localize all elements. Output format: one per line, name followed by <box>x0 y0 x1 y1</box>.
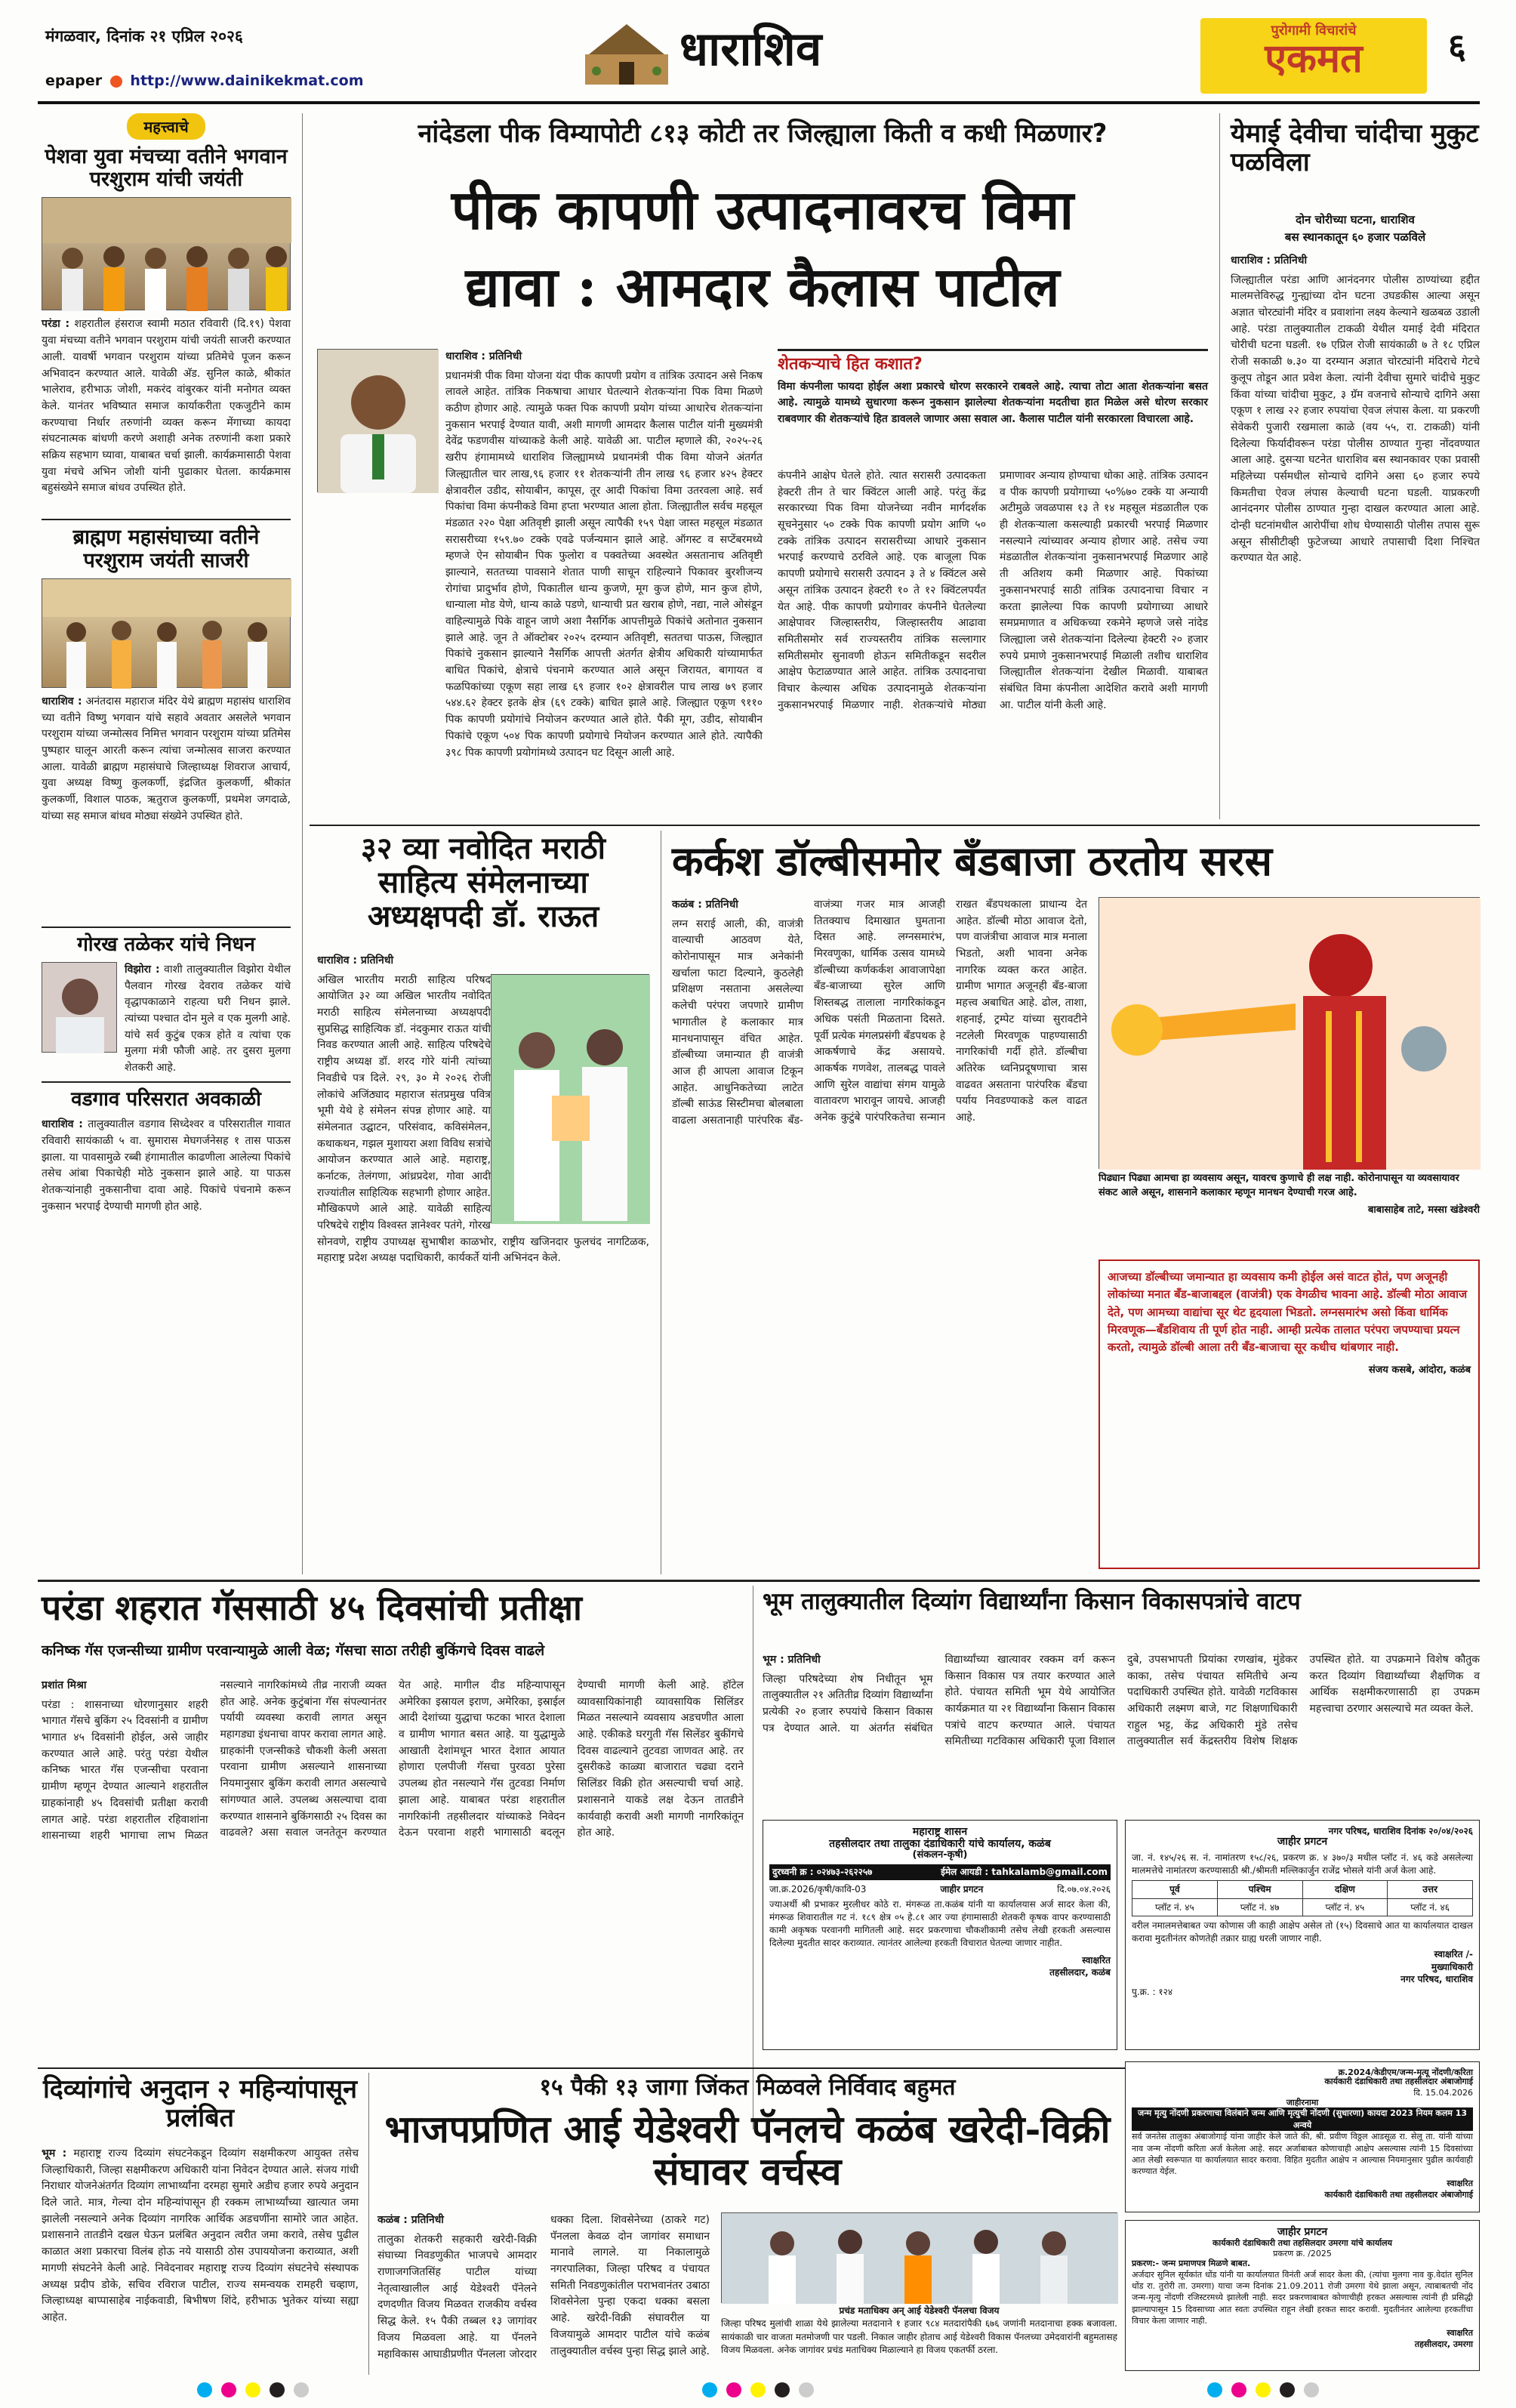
epaper-icon <box>110 76 122 88</box>
gas-byline: प्रशांत मिश्रा <box>42 1679 87 1691</box>
lit-headline: ३२ व्या नवोदित मराठी साहित्य संमेलनाच्या अध्यक्षपदी डॉ. राऊत <box>360 831 606 934</box>
notice-umarga-heading: जाहीर प्रगटन <box>1277 2226 1328 2238</box>
sidebar-story2-dateline: धाराशिव : <box>42 695 82 708</box>
band-photo <box>1098 897 1480 1169</box>
divyang-body-text: जिल्हा परिषदेच्या शेष निधीतून भूम तालुक्यातील २१ अतितीव्र दिव्यांग विद्यार्थ्यांना प्रत्येकी २० हजार रुपयांचे किसान विकास पत्र देण्यात आले. या अंतर्गत संबंधित विद्यार्थ्यांच्या खात्यावर रक्कम वर्ग करून किसान विकास पत्र तयार करण्यात आले होते. पंचायत समिती भूम येथे आयोजित कार्यक्रमात या २१ विद्यार्थ्यांना किसान विकास पत्रांचे वाटप करण्यात आले. पंचायत समितीच्या गटविकास अधिकारी पूजा विशाल दुबे, उपसभापती प्रियांका रणखांब, मुंडेकर काका, तसेच पंचायत समितीचे अन्य पदाधिकारी उपस्थित होते. यावेळी गटविकास अधिकारी लक्ष्मण बाजे, गट शिक्षणाधिकारी राहुल भट्ट, केंद्र अधिकारी मुंडे तसेच तालुक्यातील सर्व केंद्रस्तरीय विशेष शिक्षक उपस्थित होते. या उपक्रमाने विशेष कौतुक करत दिव्यांग विद्यार्थ्यांच्या शैक्षणिक व आर्थिक सक्षमीकरणासाठी हा उपक्रम महत्त्वाचा ठरणार असल्याचे मत व्यक्त केले. <box>763 1654 1480 1748</box>
registration-group-left <box>193 2382 313 2400</box>
row1-rule <box>310 825 1480 826</box>
notice-birth-signoff: स्वाक्षरित <box>1447 2178 1473 2188</box>
obituary-photo <box>42 962 117 1053</box>
notice-birth-title: क्र.2024/केडीएम/जन्म-मृत्यू नोंदणी/करिता <box>1338 2067 1473 2077</box>
sidebar-story3-dateline: विझोरा : <box>125 964 160 976</box>
boundary-header: दक्षिण <box>1302 1880 1388 1898</box>
notice-birth-signoff-title: कार्यकारी दंडाधिकारी तथा तहसीलदार अंबाजोगाई <box>1324 2190 1473 2200</box>
lead-body-wrap <box>317 349 763 817</box>
notice-tahsil-signoff: स्वाक्षरित <box>1082 1954 1111 1966</box>
notice-birth-heading: जाहीरनामा <box>1286 2098 1319 2108</box>
swatch-cyan <box>197 2382 212 2397</box>
notice-umarga-signoff: स्वाक्षरित <box>1447 2327 1473 2338</box>
band-byline: कळंब : प्रतिनिधी <box>672 899 738 911</box>
epaper-url[interactable]: http://www.dainikekmat.com <box>130 72 364 89</box>
right-byline: धाराशिव : प्रतिनिधी <box>1231 254 1308 267</box>
sidebar-story2-headline: ब्राह्मण महासंघाच्या वतीने परशुराम जयंती साजरी <box>72 526 260 572</box>
masthead <box>0 0 1516 106</box>
notice-tahsil-title: महाराष्ट्र शासन <box>912 1826 968 1838</box>
band-caption-text: पिढ्यान पिढ्या आमचा हा व्यवसाय असून, यावरच कुणाचे ही लक्ष नाही. कोरोनापासून या व्यवसायावर संकट आले असून, शासनाने कलाकार म्हणून मानधन देण्याची गरज आहे. <box>1098 1173 1459 1198</box>
lead-box-title: शेतकऱ्याचे हित कशात? <box>778 355 923 374</box>
epaper-line[interactable] <box>45 72 468 89</box>
sidebar-divider <box>302 113 303 1574</box>
divyang-body <box>763 1652 1480 1814</box>
date-line: मंगळवार, दिनांक २१ एप्रिल २०२६ <box>45 27 243 45</box>
swatch-grey <box>799 2382 814 2397</box>
notice-nagar-heading: जाहीर प्रगटन <box>1277 1836 1328 1848</box>
lead-body-right: कंपनीने आक्षेप घेतले होते. त्यात सरासरी उत्पादकता हेक्टरी तीन ते चार क्विंटल आली आहे. परंतु केंद्र सरकारच्या पिक विमा योजनेच्या नवीन मार्गदर्शक सूचनेनुसार ५० टक्के पिक कापणी प्रयोग आणि ५० टक्के तांत्रिक उत्पादन सरासरीच्या आधारे नुकसान भरपाई करण्याचे ठरविले आहे. एक बाजूला पिक कापणी प्रयोगाचे सरासरी उत्पादन ३ ते ४ क्विंटल असे असून तांत्रिक उत्पादन हेक्टरी १० ते १२ क्विंटलपर्यंत येत आहे. पीक कापणी प्रयोगावर कंपनीने घेतलेल्या आक्षेपावर जिल्हास्तरीय, जिल्हास्तरीय आढावा समितीसमोर सर्व राज्यस्तरीय तांत्रिक सल्लागार समितीसमोर सुनावणी होऊन समितीकडून सदरील आक्षेप फेटाळण्यात आले आहेत. तांत्रिक उत्पादनाचा विचार केल्यास अधिक उत्पादनामुळे शेतकऱ्यांना नुकसानभरपाई मिळणार नाही. शेतकऱ्यांचे मोठ्या प्रमाणावर अन्याय होण्याचा धोका आहे. तांत्रिक उत्पादन व पीक कापणी प्रयोगाच्या ५०%७० टक्के या अन्यायी अटीमुळे जवळपास १३ ते १४ महसूल मंडळातील एक ही शेतकऱ्याला कसल्याही प्रकारची भरपाई मिळणार नसल्याने त्यांच्यावर अन्याय होणार आहे. तसेच ज्या मंडळातील शेतकऱ्यांना नुकसानभरपाई मिळणार आहे ती अतिशय कमी मिळणार आहे. पिकांच्या नुकसानभरपाई साठी तांत्रिक उत्पादनाचा विचार न करता झालेल्या पिक कापणी प्रयोगाच्या आधारे समप्रमाणात व अधिकच्या रकमेने म्हणजे जसे नांदेड जिल्ह्याला जसे शेतकऱ्यांना दिलेल्या हेक्टरी २० हजार रुपये प्रमाणे नुकसानभरपाई मिळाली तशीच धाराशिव जिल्ह्यातील शेतकऱ्यांना देखील मिळावी. याबाबत संबंधित विमा कंपनीला आदेशित करावे अशी मागणी आ. पाटील यांनी केली आहे. <box>778 470 1208 711</box>
band-photo-caption <box>1098 1172 1480 1255</box>
band-headline: कर्कश डॉल्बीसमोर बँडबाजा ठरतोय सरस <box>672 837 1273 885</box>
grant-body <box>42 2146 359 2373</box>
lead-box <box>778 349 1208 462</box>
boundary-header: पूर्व <box>1132 1880 1218 1898</box>
grant-byline: भूम : <box>42 2147 67 2160</box>
right-body-text: जिल्ह्यातील परंडा आणि आनंदनगर पोलीस ठाण्यांच्या हद्दीत मालमत्तेविरुद्ध गुन्ह्यांच्या दोन घटना उघडकीस आल्या असून अज्ञात चोरट्यांनी मंदिर व प्रवाशांना लक्ष्य केल्याने खळबळ उडाली आहे. परंडा तालुक्यातील टाकळी येथील यमाई देवी मंदिरात चोरीची घटना घडली. १७ एप्रिल रोजी सायंकाळी ७ ते १८ एप्रिल रोजी सकाळी ७.३० या दरम्यान अज्ञात चोरट्यांनी मंदिराचे गेटचे कुलूप तोडून आत प्रवेश केला. त्यांनी देवीचा सुमारे चांदीचे मुकुट किंवा यांच्या चांदीचा मुकुट, ३ ग्रॅम वजनाचे सोन्याचे दागिने असा एकूण १ लाख २२ हजार रुपयांचा ऐवज लंपास केला. या प्रकरणी सेवेकरी पुजारी रखमाला काळे (वय ५५, रा. टाकळी) यांनी दिलेल्या फिर्यादीवरून परंडा पोलीस ठाण्यात गुन्हा नोंदवण्यात आला आहे. दुसऱ्या घटनेत धाराशिव बस स्थानकावर एका प्रवासी महिलेच्या पर्समधील सोन्याचे दागिने असा ६० हजार रुपये किमतीचा ऐवज लंपास केल्याची घटना घडली. याप्रकरणी आनंदनगर पोलीस ठाण्यात गुन्हा दाखल करण्यात आला आहे. दोन्ही घटनांमधील आरोपींचा शोध घेण्यासाठी पोलीस तपास सुरू असून सीसीटीव्ही फुटेजच्या आधारे तपासाची दिशा निश्चित करण्यात येत आहे. <box>1231 273 1480 565</box>
section-title: धाराशिव <box>679 21 822 76</box>
swatch-magenta <box>1231 2382 1246 2397</box>
sidebar-story1-text: शहरातील हंसराज स्वामी मठात रविवारी (दि.१९) पेशवा युवा मंचच्या वतीने भगवान परशुराम यांची जयंती साजरी करण्यात आली. यावर्षी भगवान परशुराम यांच्या प्रतिमेचे पूजन करून अभिवादन करण्यात आले. यावेळी अ‍ॅड. सुनिल काळे, श्रीकांत भालेराव, हरीभाऊ जोशी, मकरंद वांबुरकर यांनी मनोगत व्यक्त केले. यानंतर भविष्यात समाज कार्याकरीता एकजुटीने काम करण्याचा निर्धार तरुणांनी व्यक्त करून मेंगाच्या कायदा संघटनात्मक बांधणी करणे अशाही अनेक तरुणांनी कशा प्रकारे सक्रिय सहभाग घ्यावा, याबाबत चर्चा झाली. कार्यक्रमासाठी पेशवा युवा मंचचे अभिन जोशी यांनी पुढाकार घेतला. कार्यक्रमास बहुसंख्येने समाज बांधव उपस्थित होते. <box>42 318 291 495</box>
sidebar-story1-headline: पेशवा युवा मंचच्या वतीने भगवान परशुराम यांची जयंती <box>45 145 288 192</box>
lead-kicker: नांदेडला पीक विम्यापोटी ८१३ कोटी तर जिल्ह्याला किती व कधी मिळणार? <box>418 119 1108 149</box>
felicitation-photo-icon <box>491 975 650 1224</box>
notice-tahsil-ref: जा.क्र.2026/कृषी/कावि-03 <box>769 1883 867 1895</box>
boundary-cell: प्लॉट नं. ४७ <box>1217 1898 1302 1916</box>
lead-body-text: प्रधानमंत्री पीक विमा योजना यंदा पीक कापणी प्रयोग व तांत्रिक उत्पादन असे निकष लावले आहेत. तांत्रिक निकषाचा आधार घेतल्याने शेतकऱ्यांना पिक विमा मिळणे कठीण होणार आहे. त्यामुळे फक्त पिक कापणी प्रयोग यांच्या आधारेच शेतकऱ्यांना नुकसान भरपाई देण्यात यावी, अशी मागणी आमदार कैलास पाटील यांनी मुख्यमंत्री देवेंद्र फडणवीस यांच्याकडे केली आहे. यावेळी आ. पाटील म्हणाले की, २०२५-२६ खरीप हंगामामध्ये धाराशिव जिल्ह्यामध्ये प्रधानमंत्री पीक विमा योजने अंतर्गत जिल्ह्यातील चार लाख,९६ हजार ११ शेतकऱ्यांनी तीन लाख ९६ हजार ४२५ हेक्टर क्षेत्रावरील उडीद, सोयाबीन, कापूस, तूर आदी पिकांचा विमा उतरवला आहे. सर्व पिकांचा विमा कंपनीकडे विमा हप्ता भरण्यात आला होता. जिल्ह्यातील सर्वच महसूल मंडळात २२० पेक्षा अतिवृष्टी झाली असून त्यापैकी १५९ पेक्षा जास्त महसूल मंडळात सरासरीच्या १५९.७० टक्के एवढे पर्जन्यमान झाले आहे. ऑगस्ट व सप्टेंबरमध्ये म्हणजे ऐन सोयाबीन पिक फुलोरा व पक्वतेच्या अवस्थेत असतानाच अतिवृष्टी झाल्याने, सततच्या पावसाने शेतात पाणी साचून राहिल्याने पिकावर बुरशीजन्य रोगांचा प्रादुर्भाव होणे, पिकातील धान्य कुजणे, मूग कुज होणे, मान कुज होणे, धान्याला मोड येणे, धान्य काळे पडणे, धान्याची प्रत खराब होणे, नद्या, नाले ओसंडून वाहिल्यामुळे पिके वाहून जाणे अशा नैसर्गिक आपत्तीमुळे पिकांचे अतोनात नुकसान झाले आहे. जून ते ऑक्टोबर २०२५ दरम्यान अतिवृष्टी, सततचा पाऊस, जिल्ह्यात पिकांचे नुकसान झाल्याने नैसर्गिक आपत्ती अंतर्गत क्षेत्रीय अधिकारी यांच्यामार्फत बाधित पिकांचे, क्षेत्राचे पंचनामे करण्यात आले असून जिरायत, बागायत व फळपिकांच्या एकूण सहा लाख ६९ हजार १०२ क्षेत्रावरील पाच लाख ७९ हजार ५४४.६२ हेक्टर इतके क्षेत्र (६९ टक्के) बाधित झाले आहे. जिल्ह्यात एकूण ९११० पिक कापणी प्रयोगांचे नियोजन करण्यात आले होते. पैकी मूग, उडीद, सोयाबीन पिकांचे एकूण ५०४ पिक कापणी प्रयोगाचे नियोजन करण्यात आले होते. त्यापैकी ३९८ पिक कापणी प्रयोगांमध्ये उत्पादन घट दिसून आली आहे. <box>445 369 763 759</box>
grant-headline: दिव्यांगांचे अनुदान २ महिन्यांपासून प्रलंबित <box>42 2074 358 2134</box>
swatch-magenta <box>726 2382 741 2397</box>
group-photo-icon <box>42 198 291 311</box>
lead-headline-2: द्यावा : आमदार कैलास पाटील <box>465 254 1060 319</box>
notice-nagar-title: नगर परिषद, धाराशिव दिनांक २०/०४/२०२६ <box>1328 1826 1473 1836</box>
sidebar-story3-text: वाशी तालुक्यातील विझोरा येथील पैलवान गोरख देवराव तळेकर यांचे वृद्धापकाळाने राहत्या घरी निधन झाले. त्यांच्या पश्चात दोन मुले व एक मुलगी आहे. यांचे सर्व कुटुंब एकत्र होते व त्यांचा एक मुलगा मंत्री फौजी आहे. तर दुसरा मुलगा शेतकरी आहे. <box>125 964 291 1075</box>
band-body <box>672 897 1087 1569</box>
lead-divider <box>1219 113 1220 819</box>
notice-tahsil-signoff-title: तहसीलदार, कळंब <box>1049 1967 1111 1978</box>
notice-birth-heading2: जन्म मृत्यु नोंदणी प्रकरणाचा विलंबाने जन्म आणि मृत्युची नोंदणी (सुधारणा) कायदा 2023 नियम कलम 13 अन्वये <box>1132 2107 1473 2131</box>
registration-group-right <box>1203 2382 1323 2400</box>
right-headline: येमाई देवीचा चांदीचा मुकुट पळविला <box>1231 119 1479 178</box>
band-quote-credit: संजय कसबे, आंदोरा, कळंब <box>1368 1364 1471 1377</box>
swatch-grey <box>294 2382 309 2397</box>
swatch-black <box>775 2382 790 2397</box>
notice-nagar-body: जा. नं. १४५/२६ स. नं. नामांतरण १५८/२६, प्रकरण क्र. ४ ३७०/३ मधील प्लॉट नं. ४६ कडे असलेल्या मालमत्तेचे नामांतरण करण्यासाठी श्री./श्रीमती मल्लिकार्जुन राजेंद्र भोसले यांनी अर्ज केला आहे. <box>1132 1852 1473 1876</box>
lit-byline: धाराशिव : प्रतिनिधी <box>317 954 394 967</box>
sidebar-story1-body <box>42 316 291 513</box>
brand-box <box>1200 18 1427 94</box>
swatch-black <box>270 2382 285 2397</box>
brand-name: एकमत <box>1265 35 1363 82</box>
masthead-art <box>574 17 679 92</box>
coop-headline: भाजपप्रणित आई येडेश्वरी पॅनलचे कळंब खरेदी-विक्री संघावर वर्चस्व <box>384 2107 1111 2194</box>
band-quote-box <box>1098 1259 1480 1569</box>
band-musician-photo-icon <box>1099 898 1481 1170</box>
sidebar-story3-headline: गोरख तळेकर यांचे निधन <box>77 933 255 956</box>
notice-birth <box>1125 2061 1480 2212</box>
divyang-headline: भूम तालुक्यातील दिव्यांग विद्यार्थ्यांना किसान विकासपत्रांचे वाटप <box>763 1588 1301 1615</box>
swatch-yellow <box>245 2382 260 2397</box>
grant-divider <box>368 2073 369 2375</box>
boundary-cell: प्लॉट नं. ४५ <box>1302 1898 1388 1916</box>
right-body <box>1231 253 1480 819</box>
sidebar-story3-body <box>125 962 291 1075</box>
boundary-cell: प्लॉट नं. ४५ <box>1132 1898 1218 1916</box>
notice-nagar-signoff: स्वाक्षरित /- <box>1434 1948 1473 1959</box>
sidebar-story2-body <box>42 694 291 920</box>
right-subheads <box>1231 211 1480 245</box>
divyang-byline: भूम : प्रतिनिधी <box>763 1654 821 1666</box>
sidebar-story4-headline: वडगाव परिसरात अवकाळी <box>71 1088 261 1112</box>
notice-birth-sub: कार्यकारी दंडाधिकारी तथा तहसीलदार अंबाजोगाई <box>1324 2077 1473 2087</box>
notice-nagar-footer: वरील नमालमत्तेबाबत ज्या कोणास जी काही आक्षेप असेल तो (१५) दिवसाचे आत या कार्यालयात दाखल करावा मुदतीनंतर कोणतेही तक्रार ग्राह्य धरली जाणार नाही. <box>1132 1920 1473 1944</box>
notice-tahsil-subtitle2: (संकलन-कृषी) <box>912 1849 968 1861</box>
boundary-header: पश्चिम <box>1217 1880 1302 1898</box>
page-number: ६ <box>1448 26 1466 66</box>
sidebar-tag: महत्त्वाचे <box>127 113 205 140</box>
registration-group-mid <box>698 2382 818 2400</box>
notice-umarga-body: अर्जदार सुनिल सूर्यकांत धोंड यांनी या कार्यालयात विनंती अर्ज सादर केला की, (त्यांचा मुलगा नाव कु.वेदांत सुनिल धोंड रा. तुरोरी ता. उमरगा) याचा जन्म दिनांक 21.09.2011 रोजी उमरगा येथे झाला असून, त्याबाबतची नोंद जन्म-मृत्यु नोंदणी रजिस्टरमध्ये झालेली नाही. सदर प्रकरणाबाबत कोणाचीही हरकत असल्यास त्यांनी ही प्रसिद्धी झाल्यापासून 15 दिवसाच्या आत स्वतः उपस्थित राहून लेखी हरकत सादर करावी. मुदतीनंतर आलेल्या हरकतींचा विचार केला जाणार नाही. <box>1132 2269 1473 2326</box>
lead-byline: धाराशिव : प्रतिनिधी <box>445 350 522 362</box>
sidebar-story4-body <box>42 1117 291 1253</box>
sidebar-photo1 <box>42 197 291 310</box>
notice-tahsil-subtitle: तहसीलदार तथा तालुका दंडाधिकारी यांचे कार्यालय, कळंब <box>829 1837 1051 1850</box>
band-quote: आजच्या डॉल्बीच्या जमान्यात हा व्यवसाय कमी होईल असं वाटत होतं, पण अजूनही लोकांच्या मनात बँड-बाजाबद्दल (वाजंत्री) एक वेगळीच भावना आहे. डॉल्बी मोठा आवाज देते, पण आमच्या वाद्यांचा सूर थेट हृदयाला भिडतो. लग्नसमारंभ असो किंवा धार्मिक मिरवणूक—बँडशिवाय ती पूर्ण होत नाही. आम्ही प्रत्येक तालात परंपरा जपण्याचा प्रयत्न करतो, त्यामुळे डॉल्बी आला तरी बँड-बाजाचा सूर कधीच थांबणार नाही. <box>1108 1270 1468 1354</box>
grant-body-text: महाराष्ट्र राज्य दिव्यांग संघटनेकडून दिव्यांग सक्षमीकरण आयुक्त तसेच जिल्हाधिकारी, जिल्हा सक्षमीकरण अधिकारी यांना निवेदन देण्यात आले. संजय गांधी निराधार योजनेअंतर्गत दिव्यांग लाभार्थ्यांना दरमहा सुमारे अडीच हजार रुपये अनुदान दिले जाते. मात्र, गेल्या दोन महिन्यांपासून ही रक्कम लाभार्थ्यांच्या खात्यात जमा झालेली नसल्याने अनेक दिव्यांग नागरिक आर्थिक अडचणींना सामोरे जात आहेत. प्रशासनाने तातडीने दखल घेऊन प्रलंबित अनुदान त्वरीत जमा करावे, तसेच पुढील काळात अशा प्रकारचा विलंब होऊ नये यासाठी ठोस उपाययोजना कराव्यात, अशी मागणी संघटनेने केली आहे. निवेदनावर महाराष्ट्र राज्य दिव्यांग संघटनेचे संस्थापक अध्यक्ष प्रदीप डोके, सचिव रविराज पाटील, राज्य समन्वयक रामहरी चव्हाण, जिल्हाध्यक्ष बाप्पासाहेब नाईकवाडी, बिभीषण शिंदे, हरीभाऊ भुतेकर यांच्या सह्या आहेत. <box>42 2147 359 2323</box>
boundary-header: उत्तर <box>1388 1880 1473 1898</box>
band-caption-credit: बाबासाहेब ताटे, मस्सा खंडेश्वरी <box>1367 1204 1480 1216</box>
coop-caption-title: प्रचंड मताधिक्य अन् आई येडेश्वरी पॅनलचा विजय <box>839 2305 1000 2316</box>
brand-tagline: पुरोगामी विचारांचे <box>1271 23 1357 39</box>
boundary-cell: प्लॉट नं. ४६ <box>1388 1898 1473 1916</box>
gas-headline: परंडा शहरात गॅससाठी ४५ दिवसांची प्रतीक्षा <box>42 1587 582 1628</box>
notice-nagar-signoff-org: नगर परिषद, धाराशिव <box>1400 1974 1473 1985</box>
sidebar-photo2 <box>42 578 291 688</box>
notice-tahsil-body: ज्याअर्थी श्री प्रभाकर मुरलीधर कोठे रा. मंगरूळ ता.कळंब यांनी या कार्यालयास अर्ज सादर केला की, मंगरूळ शिवारातील गट नं. १८९ क्षेत्र ०५ हे.८१ आर ज्या हंगामासाठी शेतकरी कृषक वापर करण्यासाठी कामी अकृषक परवानगी मागितली आहे. सदर प्रकरणाचा चौकशीकामी तसेच लेखी हरकती असल्यास दिलेल्या मुदतीत सादर कराव्यात. त्यानंतर आलेल्या हरकती विचारात घेतल्या जाणार नाहीत. <box>769 1899 1111 1948</box>
notice-tahsil-email: ईमेल आयडी : tahkalamb@gmail.com <box>941 1866 1108 1877</box>
lit-body-text: अखिल भारतीय मराठी साहित्य परिषद आयोजित ३२ व्या अखिल भारतीय नवोदित मराठी साहित्य संमेलनाच्या अध्यक्षपदी सुप्रसिद्ध साहित्यिक डॉ. नंदकुमार राऊत यांची निवड करण्यात आली आहे. साहित्य परिषदेचे राष्ट्रीय अध्यक्ष डॉ. शरद गोरे यांनी त्यांच्या निवडीचे पत्र दिले. २९, ३० मे २०२६ रोजी लोकांचे अजिंठ्याद महाराज संतप्रमुख पवित्र भूमी येथे हे संमेलन संपन्न होणार आहे. या संमेलनात उद्घाटन, परिसंवाद, कविसंमेलन, कथाकथन, गझल मुशायरा अशा विविध सत्रांचे आयोजन करण्यात आले आहे. महाराष्ट्र, कर्नाटक, तेलंगणा, आंध्रप्रदेश, गोवा आदी राज्यांतील साहित्यिक सहभागी होणार आहेत. मौखिकपणे आले आहे. यावेळी साहित्य परिषदेचे राष्ट्रीय विश्वस्त ज्ञानेश्वर पतंगे, गोरख सोनवणे, राष्ट्रीय उपाध्यक्ष सुभाषीश काळभोर, राष्ट्रीय खजिनदार फुलचंद नागटिळक, महाराष्ट्र प्रदेश अध्यक्ष पदाधिकारी, कार्यकर्ते यांनी अभिनंदन केले. <box>317 973 649 1265</box>
portrait-icon <box>42 963 118 1053</box>
winners-photo-icon <box>722 2213 1118 2304</box>
right-subhead-2: बस स्थानकातून ६० हजार पळविले <box>1284 230 1426 244</box>
masthead-rule <box>38 101 1480 104</box>
coop-body-text: तालुका शेतकरी सहकारी खरेदी-विक्री संघाच्या निवडणुकीत भाजपचे आमदार राणाजगजितसिंह पाटील यांच्या नेतृत्वाखालील आई येडेश्वरी पॅनेलने दणदणीत विजय मिळवत राजकीय वर्चस्व सिद्ध केले. १५ पैकी तब्बल १३ जागांवर विजय मिळवला आहे. या पॅनलने महाविकास आघाडीप्रणीत पॅनलला जोरदार धक्का दिला. शिवसेनेच्या (ठाकरे गट) पॅनलला केवळ दोन जागांवर समाधान मानावे लागले. या निकालामुळे नगरपालिका, जिल्हा परिषद व पंचायत समिती निवडणुकांतील पराभवानंतर उबाठा शिवसेनेला पुन्हा एकदा धक्का बसला आहे. खरेदी-विक्री संघावरील या विजयामुळे आमदार पाटील यांचे कळंब तालुक्यातील वर्चस्व पुन्हा सिद्ध झाले आहे. <box>377 2214 710 2360</box>
coop-byline: कळंब : प्रतिनिधी <box>377 2214 444 2226</box>
epaper-label: epaper <box>45 72 103 89</box>
notice-umarga-sub: कार्यकारी दंडाधिकारी तथा तहसिलदार उमरगा यांचे कार्यालय <box>1212 2237 1393 2248</box>
group-photo-icon <box>42 579 291 689</box>
band-body-text: लग्न सराई आली, की, वाजंत्री वाल्याची आठवण येते, कोरोनापासून मात्र अनेकांनी खर्चाला फाटा दिल्याने, कुठलेही प्रशिक्षण नसताना असलेल्या कलेची परंपरा जपणारे ग्रामीण भागातील हे कलाकार मात्र मानधनापासून वंचित आहेत. डॉल्बीच्या जमान्यात ही वाजंत्री आज ही आपला आवाज टिकून आहेत. आधुनिकतेच्या लाटेत डॉल्बी साऊंड सिस्टीमचा बोलबाला वाढला असतानाही पारंपरिक बँड-वाजंत्र्या गजर मात्र आजही तितक्याच दिमाखात घुमताना दिसत आहे. लग्नसमारंभ, मिरवणुका, धार्मिक उत्सव यामध्ये डॉल्बीच्या कर्णकर्कश आवाजापेक्षा बँड-बाजाच्या सुरेल आणि शिस्तबद्ध तालाला नागरिकांकडून अधिक पसंती मिळताना दिसते. पूर्वी प्रत्येक मंगलप्रसंगी बँडपथक हे आकर्षणाचे केंद्र असायचे. आकर्षक गणवेश, तालबद्ध पावले आणि सुरेल वाद्यांचा संगम यामुळे वातावरण भारावून जायचे. आजही अनेक कुटुंबे पारंपरिकतेचा सन्मान राखत बँडपथकाला प्राधान्य देत आहेत. डॉल्बी मोठा आवाज देतो, पण वाजंत्रीचा आवाज मात्र मनाला भिडतो, अशी भावना अनेक नागरिक व्यक्त करत आहेत. ग्रामीण भागात अजूनही बँड-बाजा महत्त्व अबाधित आहे. ढोल, ताशा, शहनाई, ट्रम्पेट यांच्या सुरावटीने नटलेली मिरवणूक पाहण्यासाठी नागरिकांची गर्दी होते. डॉल्बीचा अतिरेक ध्वनिप्रदूषणाचा त्रास वाढवत असताना पारंपरिक बँडचा पर्याय निवडण्याकडे कल वाढत आहे. <box>672 899 1087 1127</box>
swatch-yellow <box>1256 2382 1271 2397</box>
coop-photo <box>721 2212 1117 2303</box>
notice-umarga-subject: प्रकरण:- जन्म प्रमाणपत्र मिळणे बाबत. <box>1132 2258 1251 2269</box>
notice-nagar-table <box>1132 1880 1473 1917</box>
sidebar-story1-dateline: परंडा : <box>42 318 70 331</box>
gas-body <box>42 1678 744 2063</box>
sidebar <box>42 113 291 1574</box>
notice-nagar-ref: पु.क्र. : १२४ <box>1132 1987 1173 1998</box>
swatch-grey <box>1304 2382 1319 2397</box>
notice-umarga <box>1125 2220 1480 2371</box>
gas-body-text: परंडा : शासनाच्या धोरणानुसार शहरी भागात गॅसचे बुकिंग २५ दिवसांनी व ग्रामीण भागात ४५ दिवसांनी होईल, असे जाहीर करण्यात आले आहे. परंतु परंडा येथील कनिष्क भारत गॅस एजन्सीचा परवाना ग्रामीण म्हणून देण्यात आल्याने शहरातील ग्राहकांनाही ४५ दिवसांची प्रतीक्षा करावी लागत आहे. परंडा शहरातील रहिवाशांना शासनाच्या शहरी भागाचा लाभ मिळत नसल्याने नागरिकांमध्ये तीव्र नाराजी व्यक्त होत आहे. अनेक कुटुंबांना गॅस संपल्यानंतर पर्यायी व्यवस्था करावी लागत असून महागड्या इंधनाचा वापर करावा लागत आहे. ग्राहकांनी एजन्सीकडे चौकशी केली असता परवाना ग्रामीण असल्याने शासनाच्या नियमानुसार बुकिंग करावी लागत असल्याचे सांगण्यात आले. उपलब्ध असल्याचा दावा करण्यात शासनाने बुकिंगसाठी २५ दिवस का वाढवले? असा सवाल जनतेतून करण्यात येत आहे. मागील दीड महिन्यापासून अमेरिका इस्रायल इराण, अमेरिका, इस्राईल आदी देशांच्या युद्धाचा फटका भारत देशाला व ग्रामीण भागात बसत आहे. या युद्धामुळे आखाती देशांमधून भारत देशात आयात होणारा एलपीजी गॅसचा पुरवठा पुरेसा उपलब्ध होत नसल्याने गॅस तुटवडा निर्माण झाला आहे. याबाबत परंडा शहरातील नागरिकांनी तहसीलदार यांच्याकडे निवेदन देऊन परवाना शहरी भागासाठी बदलून देण्याची मागणी केली आहे. हॉटेल व्यावसायिकांनाही व्यावसायिक सिलिंडर मिळत नसल्याने व्यवसाय अडचणीत आला आहे. एकीकडे घरगुती गॅस सिलेंडर बुकींगचे दिवस वाढल्याने तुटवडा जाणवत आहे. तर दुसरीकडे काळ्या बाजारात चढ्या दराने सिलिंडर विक्री होत असल्याची चर्चा आहे. प्रशासनाने याकडे लक्ष देऊन तातडीने कार्यवाही करावी अशी मागणी नागरिकांतून होत आहे. <box>42 1679 744 1842</box>
lead-headline-1: पीक कापणी उत्पादनावरच विमा <box>451 177 1074 242</box>
swatch-cyan <box>1207 2382 1222 2397</box>
lit-photo <box>491 974 649 1223</box>
notice-nagar <box>1125 1820 1480 2050</box>
notice-birth-date: दि. 15.04.2026 <box>1413 2087 1473 2098</box>
notice-tahsil-phone: दुरध्वनी क्र : ०२४७३-२६२२५७ <box>772 1866 873 1877</box>
coop-kicker: १५ पैकी १३ जागा जिंकत मिळवले निर्विवाद बहुमत <box>539 2074 956 2101</box>
coop-body <box>377 2212 710 2371</box>
notice-umarga-signoff-title: तहसीलदार, उमरगा <box>1414 2339 1473 2350</box>
gas-subhead: कनिष्क गॅस एजन्सीच्या ग्रामीण परवान्यामुळे आली वेळ; गॅसचा साठा तरीही बुकिंगचे दिवस वाढले <box>42 1642 545 1659</box>
coop-caption-body: जिल्हा परिषद मुलांची शाळा येथे झालेल्या मतदानाने १ हजार ९८४ मतदारांपैकी ६७६ जणांनी मतदानाचा हक्क बजावला. सायंकाळी चार वाजता मतमोजणी पार पडली. निकाल जाहीर होताच आई येडेश्वरी विकास पॅनलच्या उमेदवारांनी बहुमतासह विजय मिळवला. अनेक जागांवर प्रचंड मताधिक्य मिळाल्याने हा विजय एकतर्फी ठरला. <box>721 2318 1117 2356</box>
lead-box-body: विमा कंपनीला फायदा होईल अशा प्रकारचे धोरण सरकारने राबवले आहे. त्याचा तोटा आता शेतकऱ्यांना बसत आहे. त्यामुळे यामध्ये सुधारणा करून नुकसान झालेल्या शेतकऱ्यांना मदतीचा हात मिळेल असे धोरण सरकार राबवणार की शेतकऱ्यांचे हित डावलले जाणार असा सवाल आ. कैलास पाटील यांनी सरकारला विचारला आहे. <box>778 380 1208 425</box>
right-subhead-1: दोन चोरीच्या घटना, धाराशिव <box>1296 213 1415 227</box>
notice-tahsil <box>763 1820 1117 2050</box>
row3-rule <box>38 2067 1125 2069</box>
swatch-yellow <box>750 2382 766 2397</box>
row2-rule <box>38 1580 1480 1582</box>
sidebar-story2-text: अनंतदास महाराज मंदिर येथे ब्राह्मण महासंघ धाराशिव च्या वतीने विष्णु भगवान यांचे सहावे अवतार असलेले भगवान परशुराम यांच्या जन्मोत्सव निमित्त भगवान परशुराम यांच्या प्रतिमेस पुष्पहार घालून आरती करून त्यांचा जन्मोत्सव साजरा करण्यात आला. यावेळी ब्राह्मण महासंघाचे जिल्हाध्यक्ष शिवराज आचार्य, युवा अध्यक्ष विष्णु कुलकर्णी, इंद्रजित कुलकर्णी, श्रीकांत कुलकर्णी, विशाल पाठक, ऋतुराज कुलकर्णी, प्रथमेश जगदाळे, यांच्या सह समाज बांधव मोठ्या संख्येने उपस्थित होते. <box>42 695 291 822</box>
notice-birth-body: सर्व जनतेस तालुका अंबाजोगाई यांना जाहीर केले जाते की, श्री. प्रवीण विठ्ठल आडसूळ रा. सेलू ता. यांनी यांच्या नाव जन्म नोंदणी करिता अर्ज केलेला आहे. सदर अर्जाबाबत कोणाचाही आक्षेप असल्यास त्यांनी 15 दिवसांच्या आत लेखी स्वरूपात या कार्यालयात सादर करावा. विहित मुदतीत आक्षेप न आल्यास नियमानुसार पुढील कार्यवाही करण्यात येईल. <box>1132 2132 1473 2177</box>
notice-tahsil-heading: जाहीर प्रगटन <box>940 1883 984 1895</box>
coop-photo-caption <box>721 2305 1117 2373</box>
district-landmark-icon <box>574 17 679 92</box>
notice-tahsil-date: दि.०७.०४.२०२६ <box>1057 1883 1111 1895</box>
swatch-black <box>1280 2382 1295 2397</box>
sidebar-story4-text: तालुक्यातील वडगाव सिध्देश्वर व परिसरातील गावात रविवारी सायंकाळी ५ वा. सुमारास मेघगर्जनेसह १ तास पाऊस झाला. या पावसामुळे रब्बी हंगामातील काढणीला आलेल्या पिकांचे तसेच आंबा पिकाचेही मोठे नुकसान झाले आहे. या पाऊस शेतकऱ्यांनाही नुकसानीचा दावा आहे. पिकांचे पंचनामे करून नुकसान भरपाई देण्याची मागणी होत आहे. <box>42 1118 291 1213</box>
sidebar-story4-dateline: धाराशिव : <box>42 1118 83 1131</box>
swatch-cyan <box>702 2382 717 2397</box>
color-registration-bar <box>0 2379 1516 2404</box>
notice-nagar-signoff-title: मुख्याधिकारी <box>1431 1961 1473 1972</box>
notice-umarga-ref: प्रकरण क्र. /2025 <box>1273 2248 1332 2258</box>
swatch-magenta <box>221 2382 236 2397</box>
